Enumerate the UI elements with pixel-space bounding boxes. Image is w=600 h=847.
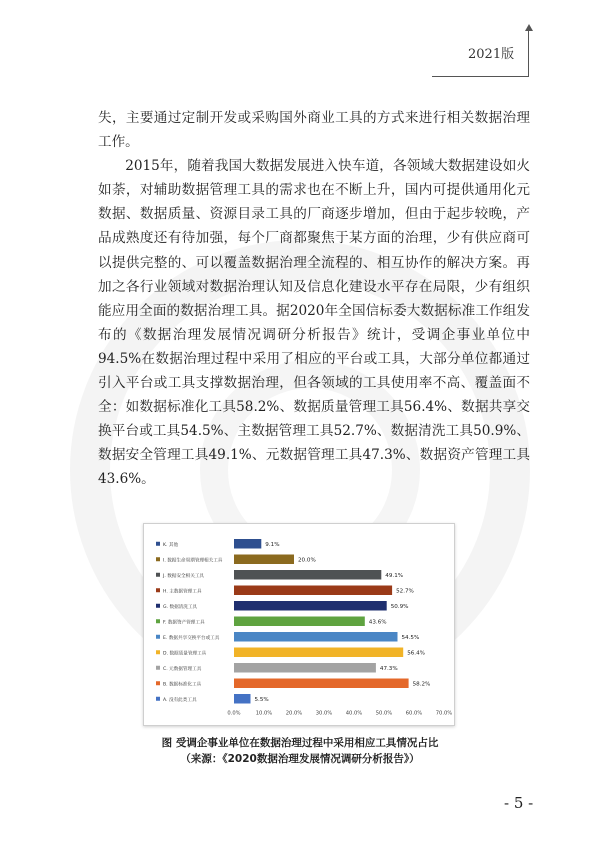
bar [234, 586, 392, 596]
category-marker [156, 619, 160, 623]
paragraph-continuation: 失，主要通过定制开发或采购国外商业工具的方式来进行相关数据治理工作。 [98, 110, 530, 151]
category-label: F. 数据资产管理工具 [163, 620, 205, 626]
category-label: K. 其他 [163, 542, 179, 548]
figure-source: （来源：《2020数据治理发展情况调研分析报告》） [180, 753, 420, 765]
bar [234, 555, 294, 565]
category-label: H. 主数据管理工具 [163, 589, 202, 595]
x-tick-label: 50.0% [375, 710, 393, 717]
category-marker [156, 635, 160, 639]
data-label: 43.6% [368, 619, 387, 626]
bar [234, 648, 403, 658]
data-label: 52.7% [396, 588, 414, 595]
figure-caption: 图 受调企事业单位在数据治理过程中采用相应工具情况占比 [161, 737, 439, 749]
data-label: 9.1% [265, 541, 280, 548]
category-label: G. 数据清洗工具 [163, 604, 198, 610]
bar [234, 632, 398, 642]
data-label: 50.9% [390, 603, 409, 610]
bar [234, 663, 376, 673]
bar [234, 694, 251, 704]
category-label: C. 元数据管理工具 [163, 666, 202, 672]
category-marker [156, 542, 160, 546]
header-horizontal-rule [432, 76, 528, 77]
x-tick-label: 30.0% [315, 710, 333, 717]
x-tick-label: 60.0% [405, 710, 423, 717]
category-label: E. 数据共享交换平台或工具 [163, 635, 220, 641]
category-marker [156, 604, 160, 608]
header-version: 2021版 [468, 47, 515, 62]
category-marker [156, 697, 160, 701]
bar-chart [143, 523, 455, 726]
category-label: D. 数据质量管理工具 [163, 651, 207, 657]
x-tick-label: 70.0% [435, 710, 453, 717]
data-label: 47.3% [379, 665, 398, 672]
category-label: B. 数据标准化工具 [163, 682, 202, 688]
bar [234, 601, 387, 611]
category-marker [156, 681, 160, 685]
bar [234, 679, 409, 689]
page-number: - 5 - [504, 794, 534, 812]
x-tick-label: 0.0% [227, 710, 241, 717]
data-label: 56.4% [407, 650, 425, 657]
category-marker [156, 650, 160, 654]
data-label: 20.0% [298, 557, 316, 564]
paragraph-main: 2015年，随着我国大数据发展进入快车道，各领域大数据建设如火如荼，对辅助数据管理工具的需求也在不断上升，国内可提供通用化元数据、数据质量、资源目录工具的厂商逐步增加，但由于起步较晚，产品成熟度还有待加强，每个厂商都聚焦于某方面的治理，少有供应商可以提供完整的、可以覆盖数据治理全流程的、相互协作的解决方案。再加之各行业领域对数据治理认知及信息化建设水平存在局限，少有组织能应用全面的数据治理工具。据2020年全国信标委大数据标准工作组发布的《数据治理发展情况调研分析报告》统计，受调企事业单位中94.5%在数据治理过程中采用了相应的平台或工具，大部分单位都通过引入平台或工具支撑数据治理，但各领域的工具使用率不高、覆盖面不全：如数据标准化工具58.2%、数据质量管理工具56.4%、数据共享交换平台或工具54.5%、主数据管理工具52.7%、数据清洗工具50.9%、数据安全管理工具49.1%、元数据管理工具47.3%、数据资产管理工具43.6%。 [98, 158, 530, 488]
data-label: 58.2% [412, 681, 431, 688]
category-marker [156, 666, 160, 670]
bar-chart-svg [144, 524, 456, 727]
category-marker [156, 573, 160, 577]
category-label: I. 数据生命周期管理相关工具 [163, 558, 223, 564]
data-label: 49.1% [385, 572, 404, 579]
data-label: 54.5% [401, 634, 420, 641]
header-vertical-rule [528, 30, 529, 77]
body-text [98, 106, 530, 492]
x-tick-label: 40.0% [345, 710, 363, 717]
data-label: 5.5% [254, 696, 269, 703]
bar [234, 539, 261, 549]
category-marker [156, 588, 160, 592]
x-tick-label: 10.0% [255, 710, 273, 717]
category-label: A. 没有此类工具 [163, 697, 197, 703]
bar [234, 570, 381, 580]
category-label: J. 数据安全相关工具 [163, 573, 205, 579]
category-marker [156, 557, 160, 561]
bar [234, 617, 365, 627]
x-tick-label: 20.0% [285, 710, 303, 717]
